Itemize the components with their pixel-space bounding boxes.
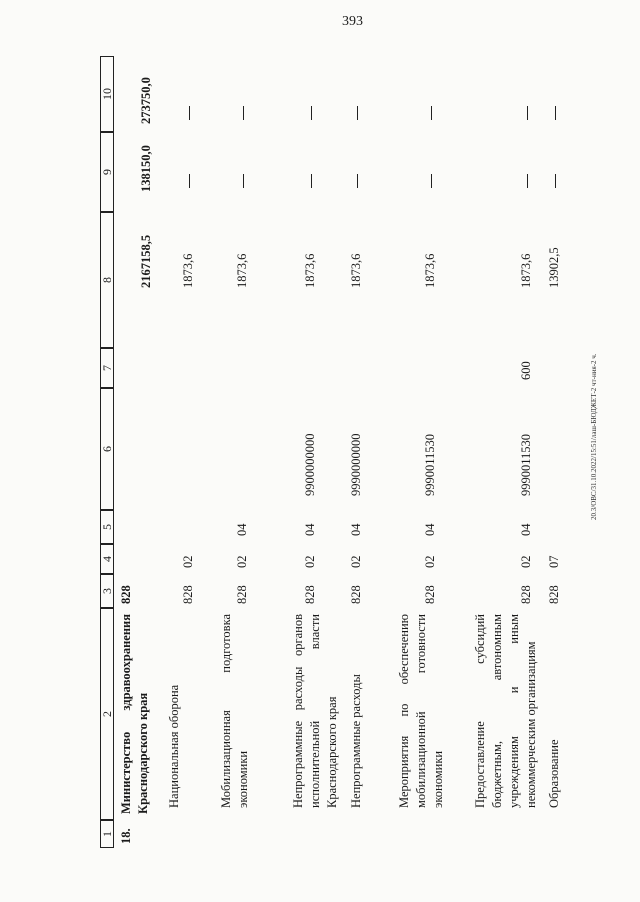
row-name: Национальная оборона [167, 684, 181, 808]
cell-c4: 02 [303, 555, 317, 568]
cell-c4: 02 [519, 555, 533, 568]
cell-c8: 1873,6 [423, 253, 437, 288]
cell-c6: 9990011530 [519, 433, 533, 496]
row-name: Министерство здравоохранения Краснодарского края [119, 614, 150, 814]
cell-c3: 828 [303, 585, 317, 604]
cell-c3: 828 [423, 585, 437, 604]
cell-c3: 828 [235, 585, 249, 604]
cell-c6: 9990000000 [349, 433, 363, 496]
row-name: Мобилизационная подготовка экономики [219, 614, 250, 808]
cell-c8: 1873,6 [181, 253, 195, 288]
side-note: 20.3/OBC/31.10.2022/15:51/лаш-БЮДЖЕТ-2 чт-ния-2 ч. [590, 353, 598, 520]
header-col-10: 10 [100, 56, 114, 132]
row-index: 18. [119, 828, 133, 844]
cell-c10: 273750,0 [139, 77, 153, 124]
cell-c4: 02 [423, 555, 437, 568]
row-name: Мероприятия по обеспечению мобилизационной готовности экономики [397, 614, 445, 808]
header-col-7: 7 [100, 348, 114, 388]
row-name: Непрограммные расходы органов исполнительной власти Краснодарского края [291, 614, 339, 808]
header-col-8: 8 [100, 212, 114, 348]
row-name: Образование [547, 739, 561, 808]
dash-mark [311, 174, 312, 188]
dash-mark [311, 106, 312, 120]
cell-c5: 04 [519, 523, 533, 536]
dash-mark [555, 174, 556, 188]
cell-c3: 828 [181, 585, 195, 604]
row-name: Предоставление субсидий бюджетным, автономным учреждениям и иным некоммерческим организациям [473, 614, 538, 808]
budget-table [100, 58, 560, 848]
cell-c4: 02 [181, 555, 195, 568]
dash-mark [527, 174, 528, 188]
dash-mark [243, 106, 244, 120]
dash-mark [189, 174, 190, 188]
cell-c9: 138150,0 [139, 145, 153, 192]
cell-c8: 1873,6 [349, 253, 363, 288]
cell-c3: 828 [349, 585, 363, 604]
cell-c3: 828 [119, 585, 133, 604]
cell-c3: 828 [547, 585, 561, 604]
cell-c4: 02 [349, 555, 363, 568]
dash-mark [431, 106, 432, 120]
dash-mark [357, 174, 358, 188]
header-col-9: 9 [100, 132, 114, 212]
header-col-3: 3 [100, 574, 114, 608]
dash-mark [527, 106, 528, 120]
cell-c4: 07 [547, 555, 561, 568]
dash-mark [243, 174, 244, 188]
row-name: Непрограммные расходы [349, 674, 363, 808]
cell-c5: 04 [349, 523, 363, 536]
cell-c4: 02 [235, 555, 249, 568]
header-col-2: 2 [100, 608, 114, 820]
cell-c3: 828 [519, 585, 533, 604]
cell-c6: 9990011530 [423, 433, 437, 496]
cell-c6: 9900000000 [303, 433, 317, 496]
cell-c8: 2167158,5 [139, 234, 153, 288]
cell-c8: 1873,6 [519, 253, 533, 288]
header-col-1: 1 [100, 820, 114, 848]
dash-mark [555, 106, 556, 120]
dash-mark [431, 174, 432, 188]
cell-c5: 04 [235, 523, 249, 536]
dash-mark [189, 106, 190, 120]
cell-c8: 1873,6 [303, 253, 317, 288]
page-number: 393 [342, 14, 363, 29]
cell-c8: 13902,5 [547, 247, 561, 288]
header-col-6: 6 [100, 388, 114, 510]
header-col-5: 5 [100, 510, 114, 544]
dash-mark [357, 106, 358, 120]
cell-c8: 1873,6 [235, 253, 249, 288]
cell-c7: 600 [519, 361, 533, 380]
header-col-4: 4 [100, 544, 114, 574]
cell-c5: 04 [303, 523, 317, 536]
cell-c5: 04 [423, 523, 437, 536]
